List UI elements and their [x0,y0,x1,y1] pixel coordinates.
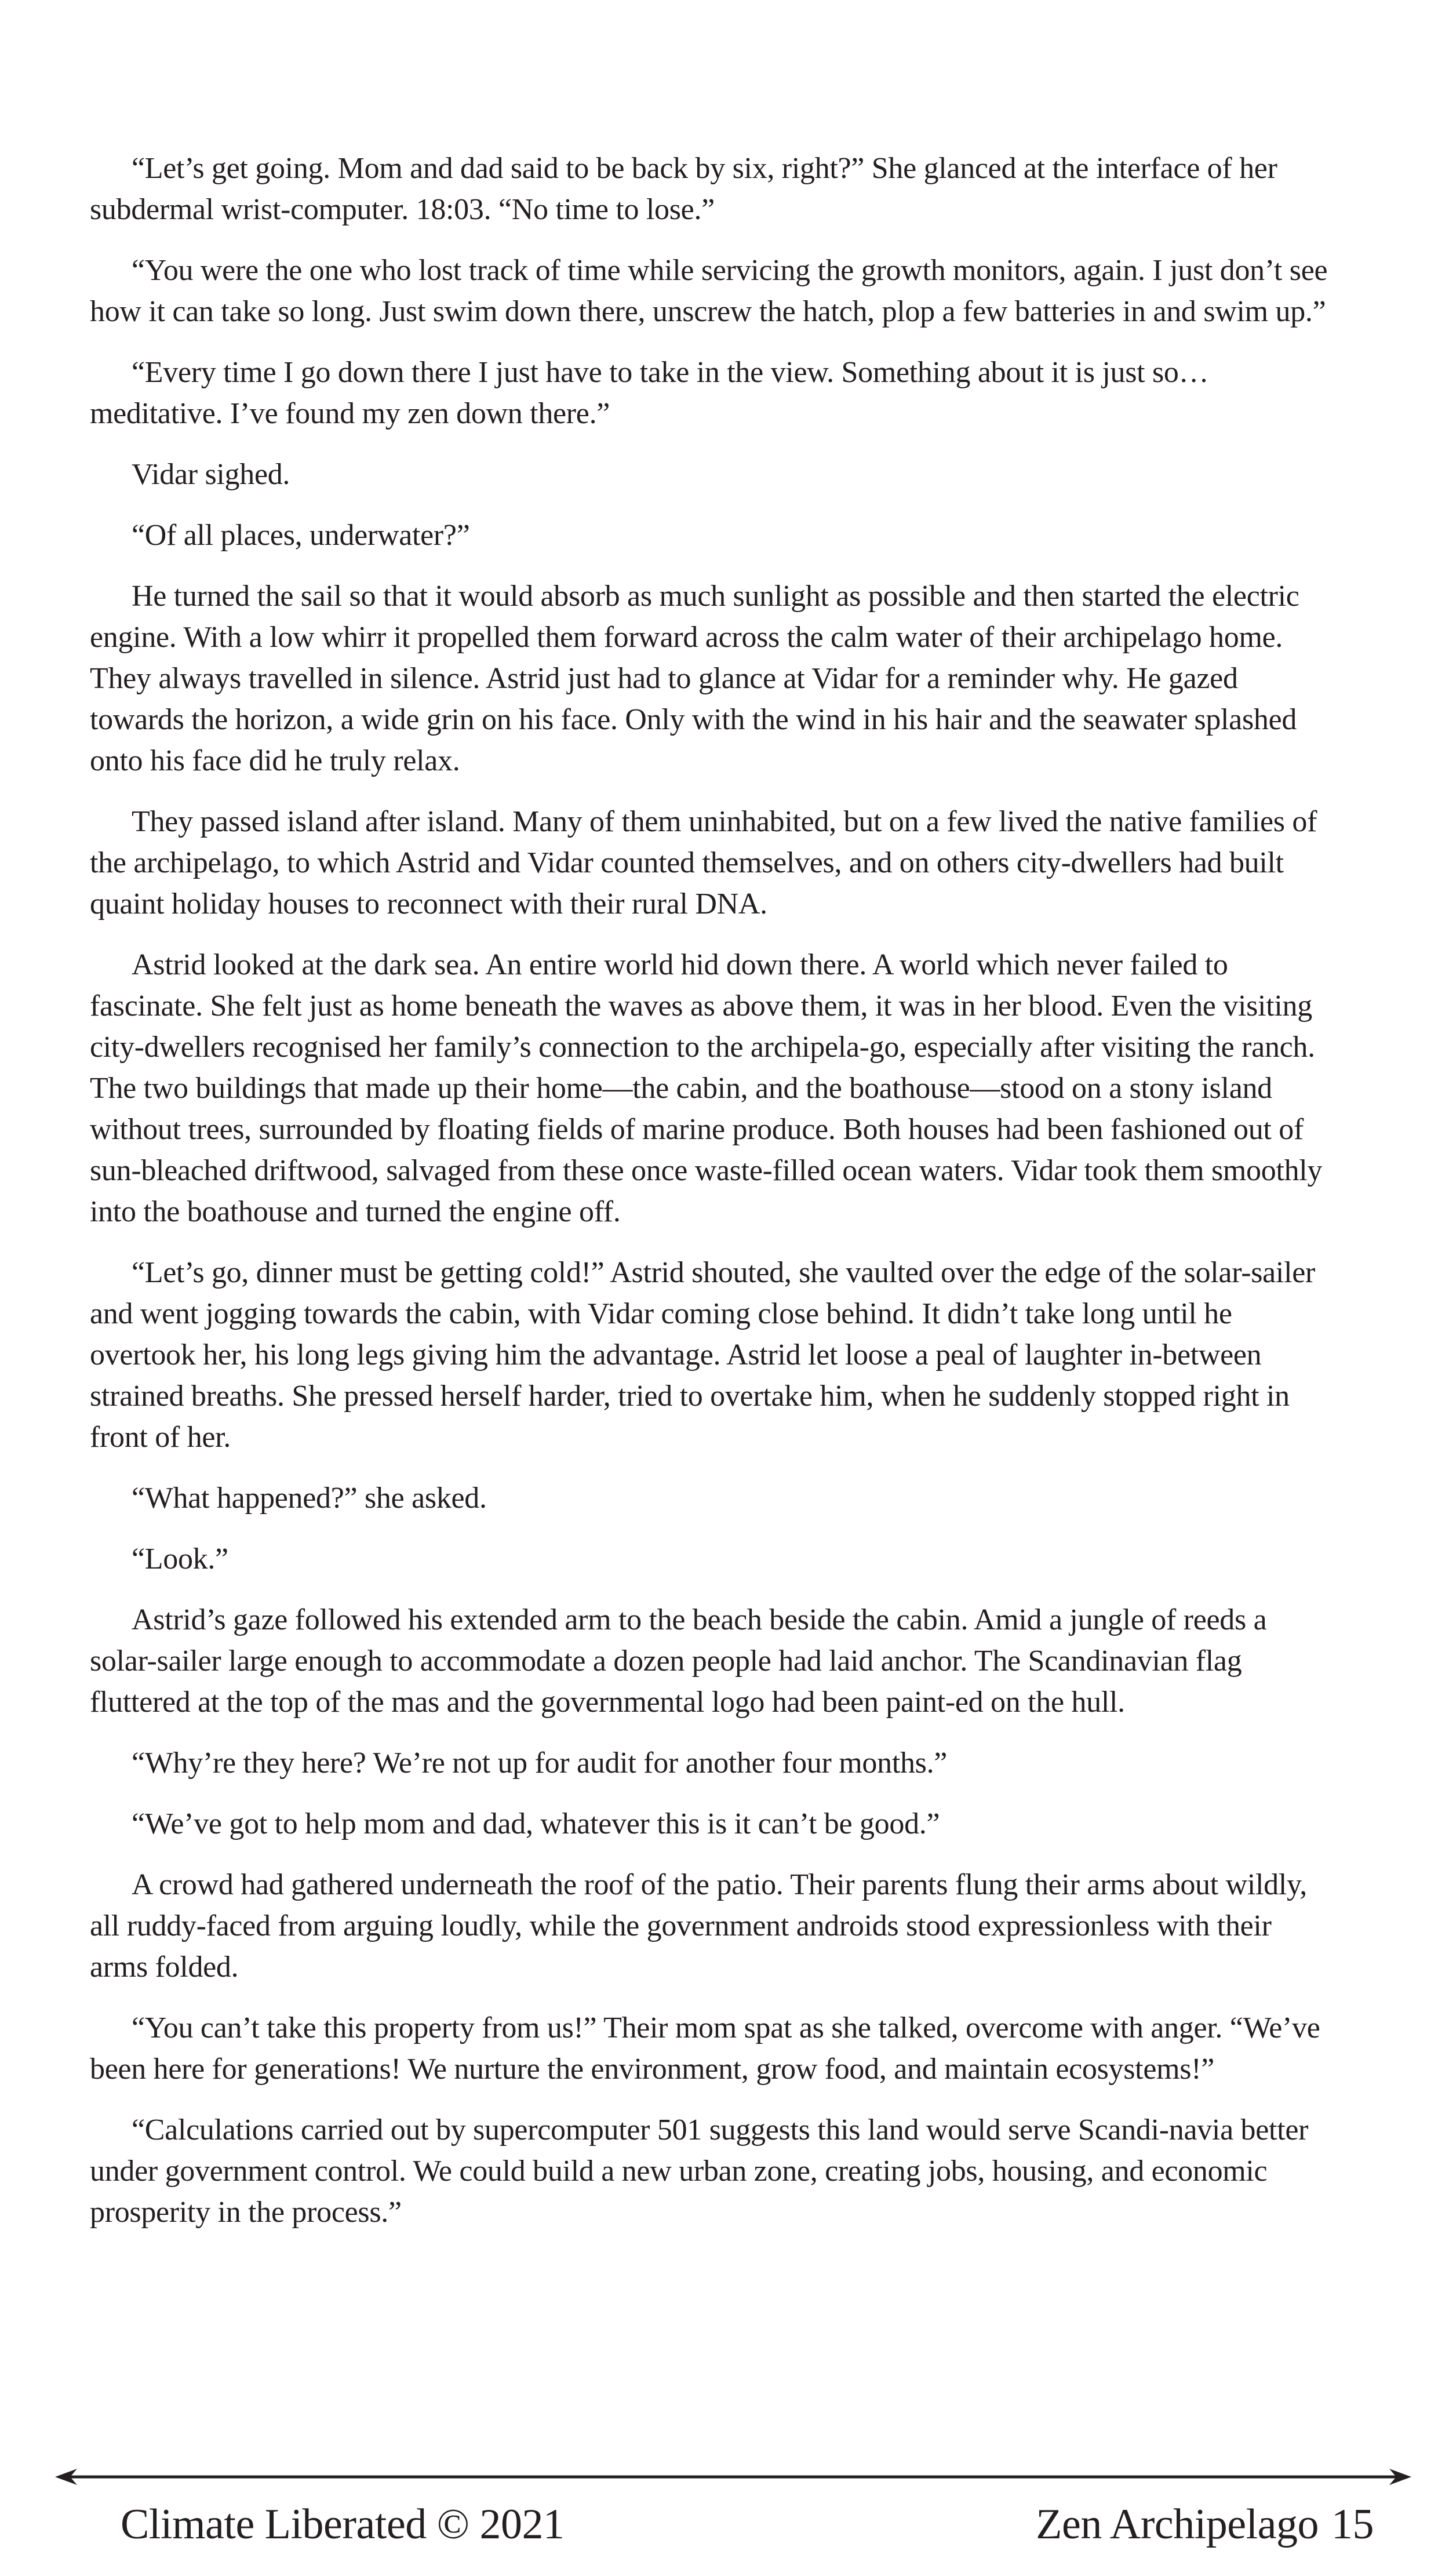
paragraph-10: “What happened?” she asked. [132,1482,487,1515]
paragraph-17: “Calculations carried out by supercomputer 501 suggests this land would serve Scandi-navia better under government control. We could build a new urban zone, creating jobs, housing, and economic prosperity in the process.” [90,2113,1309,2229]
paragraph-16: “You can’t take this property from us!” Their mom spat as she talked, overcome with anger. “We’ve been here for generations! We nurture the environment, grow food, and maintain ecosystems!” [90,2011,1320,2086]
body-text [90,148,1336,2253]
paragraph-4: Vidar sighed. [132,458,290,491]
paragraph-12: Astrid’s gaze followed his extended arm to the beach beside the cabin. Amid a jungle of reeds a solar-sailer large enough to accommodate a dozen people had laid anchor. The Scandinavian flag fluttered at the top of the mas and the governmental logo had been paint-ed on the hull. [90,1603,1267,1719]
paragraph-14: “We’ve got to help mom and dad, whatever this is it can’t be good.” [132,1807,940,1840]
paragraph-6: He turned the sail so that it would absorb as much sunlight as possible and then started the electric engine. With a low whirr it propelled them forward across the calm water of their archipelago home. They always travelled in silence. Astrid just had to glance at Vidar for a reminder why. He gazed towards the horizon, a wide grin on his face. Only with the wind in his hair and the seawater splashed onto his face did he truly relax. [90,580,1299,777]
footer-chapter-title: Zen Archipelago [1036,2501,1319,2548]
page-number: 15 [1331,2501,1374,2548]
paragraph-7: They passed island after island. Many of them uninhabited, but on a few lived the native families of the archipelago, to which Astrid and Vidar counted themselves, and on others city-dwellers had built quaint holiday houses to reconnect with their rural DNA. [90,805,1317,920]
paragraph-15: A crowd had gathered underneath the roof of the patio. Their parents flung their arms about wildly, all ruddy-faced from arguing loudly, while the government androids stood expressionless with their arms folded. [90,1868,1308,1984]
paragraph-13: “Why’re they here? We’re not up for audit for another four months.” [132,1747,948,1780]
paragraph-11: “Look.” [132,1542,228,1576]
paragraph-3: “Every time I go down there I just have to take in the view. Something about it is just so… meditative. I’ve found my zen down there.” [90,356,1209,430]
paragraph-9: “Let’s go, dinner must be getting cold!” Astrid shouted, she vaulted over the edge of the solar-sailer and went jogging towards the cabin, with Vidar coming close behind. It didn’t take long until he overtook her, his long legs giving him the advantage. Astrid let loose a peal of laughter in-between strained breaths. She pressed herself harder, tried to overtake him, when he suddenly stopped right in front of her. [90,1256,1316,1454]
footer-rule [55,2468,1411,2486]
footer-chapter [1036,2498,1374,2550]
paragraph-1: “Let’s get going. Mom and dad said to be back by six, right?” She glanced at the interface of her subdermal wrist-computer. 18:03. “No time to lose.” [90,152,1277,226]
paragraph-5: “Of all places, underwater?” [132,519,470,552]
paragraph-2: “You were the one who lost track of time while servicing the growth monitors, again. I just don’t see how it can take so long. Just swim down there, unscrew the hatch, plop a few batteries in and swim up.” [90,254,1328,328]
paragraph-8: Astrid looked at the dark sea. An entire world hid down there. A world which never failed to fascinate. She felt just as home beneath the waves as above them, it was in her blood. Even the visiting city-dwellers recognised her family’s connection to the archipela-go, especially after visiting the ranch. The two buildings that made up their home—the cabin, and the boathouse—stood on a stony island without trees, surrounded by floating fields of marine produce. Both houses had been fashioned out of sun-bleached driftwood, salvaged from these once waste-filled ocean waters. Vidar took them smoothly into the boathouse and turned the engine off. [90,948,1323,1228]
footer-book-title: Climate Liberated © 2021 [121,2501,565,2548]
